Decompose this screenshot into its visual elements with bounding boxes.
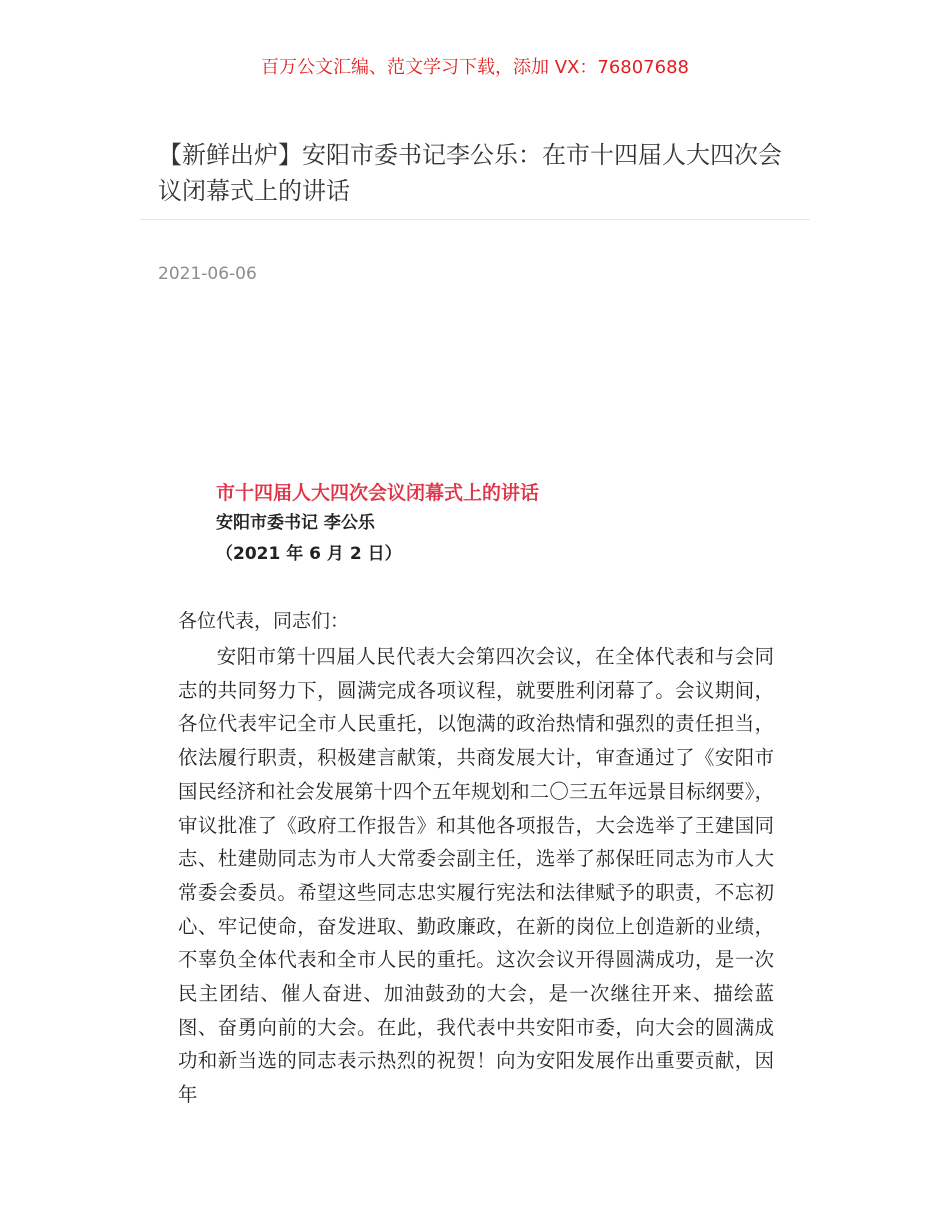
promo-banner: 百万公文汇编、范文学习下载，添加 VX：76807688: [261, 57, 689, 78]
speech-heading: 市十四届人大四次会议闭幕式上的讲话: [216, 482, 540, 504]
article-title: 【新鲜出炉】安阳市委书记李公乐：在市十四届人大四次会议闭幕式上的讲话: [158, 141, 782, 205]
speech-date: （2021 年 6 月 2 日）: [216, 544, 402, 564]
publish-date: 2021-06-06: [158, 264, 257, 284]
title-divider: [140, 219, 810, 220]
salutation: 各位代表，同志们：: [178, 610, 350, 632]
body-paragraph: 安阳市第十四届人民代表大会第四次会议，在全体代表和与会同志的共同努力下，圆满完成各项议程，就要胜利闭幕了。会议期间，各位代表牢记全市人民重托，以饱满的政治热情和强烈的责任担当，依法履行职责，积极建言献策，共商发展大计，审查通过了《安阳市国民经济和社会发展第十四个五年规划和二〇三五年远景目标纲要》，审议批准了《政府工作报告》和其他各项报告，大会选举了王建国同志、杜建勋同志为市人大常委会副主任，选举了郝保旺同志为市人大常委会委员。希望这些同志忠实履行宪法和法律赋予的职责，不忘初心、牢记使命，奋发进取、勤政廉政，在新的岗位上创造新的业绩，不辜负全体代表和全市人民的重托。这次会议开得圆满成功，是一次民主团结、催人奋进、加油鼓劲的大会，是一次继往开来、描绘蓝图、奋勇向前的大会。在此，我代表中共安阳市委，向大会的圆满成功和新当选的同志表示热烈的祝贺！向为安阳发展作出重要贡献，因年: [178, 645, 774, 1107]
speech-author: 安阳市委书记 李公乐: [216, 513, 375, 533]
